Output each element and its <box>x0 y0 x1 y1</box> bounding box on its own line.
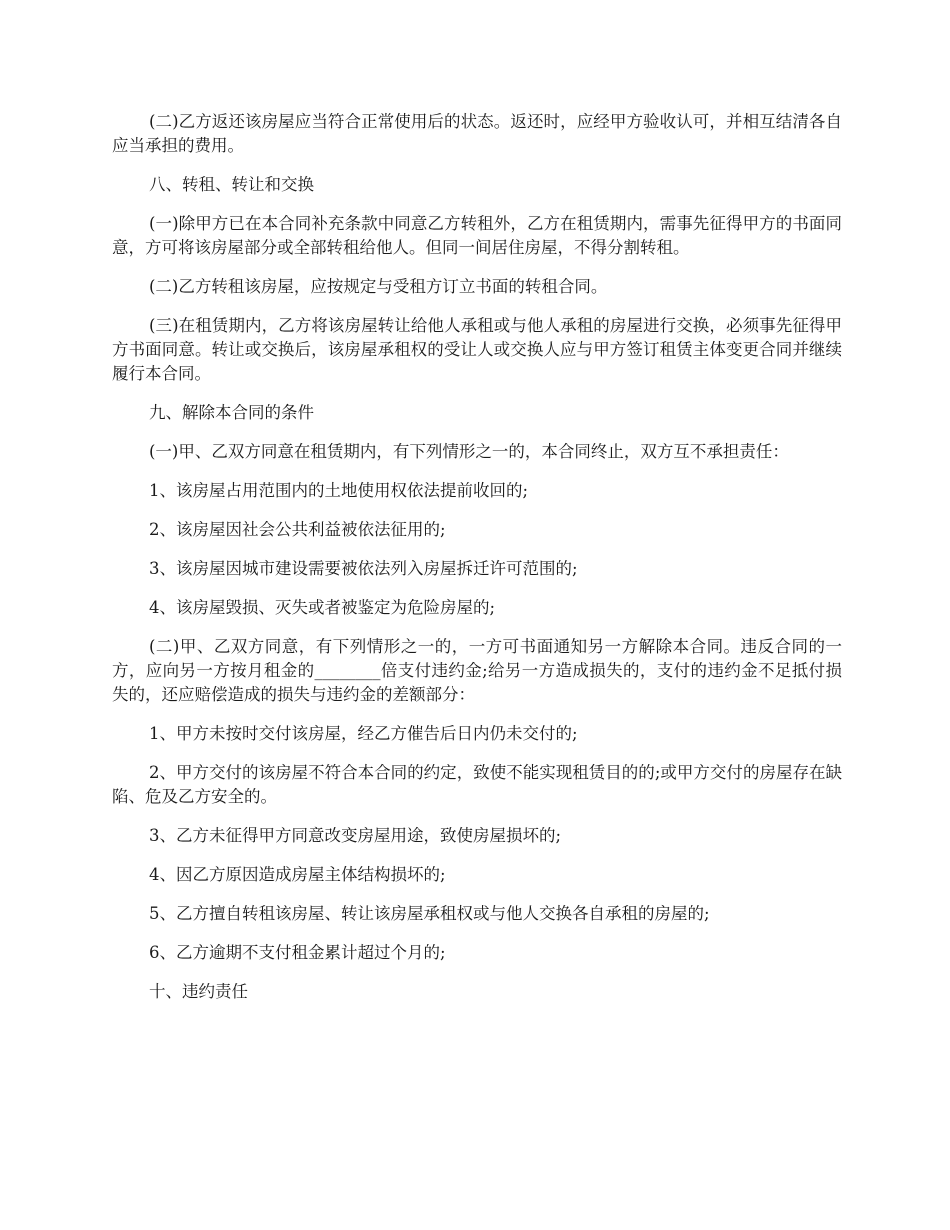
paragraph-termination-no-liability: (一)甲、乙双方同意在租赁期内，有下列情形之一的，本合同终止，双方互不承担责任： <box>149 442 789 461</box>
list-item: 1、甲方未按时交付该房屋，经乙方催告后日内仍未交付的; <box>149 724 578 743</box>
list-item: 5、乙方擅自转租该房屋、转让该房屋承租权或与他人交换各自承租的房屋的; <box>149 904 710 923</box>
list-item: 2、甲方交付的该房屋不符合本合同的约定，致使不能实现租赁目的的;或甲方交付的房屋存在缺陷、危及乙方安全的。 <box>112 763 842 806</box>
list-item: 6、乙方逾期不支付租金累计超过个月的; <box>149 943 446 962</box>
paragraph-return-condition: (二)乙方返还该房屋应当符合正常使用后的状态。返还时，应经甲方验收认可，并相互结清各自应当承担的费用。 <box>112 112 842 155</box>
list-item: 3、乙方未征得甲方同意改变房屋用途，致使房屋损坏的; <box>149 826 562 845</box>
section-heading-8: 八、转租、转让和交换 <box>149 175 314 194</box>
paragraph-sublet-consent: (一)除甲方已在本合同补充条款中同意乙方转租外，乙方在租赁期内，需事先征得甲方的书面同意，方可将该房屋部分或全部转租给他人。但同一间居住房屋，不得分割转租。 <box>112 214 842 257</box>
list-item: 3、该房屋因城市建设需要被依法列入房屋拆迁许可范围的; <box>149 559 578 578</box>
paragraph-sublet-contract: (二)乙方转租该房屋，应按规定与受租方订立书面的转租合同。 <box>149 277 608 296</box>
paragraph-transfer-exchange: (三)在租赁期内，乙方将该房屋转让给他人承租或与他人承租的房屋进行交换，必须事先征得甲方书面同意。转让或交换后，该房屋承租权的受让人或交换人应与甲方签订租赁主体变更合同并继续履行本合同。 <box>112 316 842 383</box>
list-item: 4、该房屋毁损、灭失或者被鉴定为危险房屋的; <box>149 598 496 617</box>
section-heading-10: 十、违约责任 <box>149 982 248 1001</box>
document-page <box>112 110 842 1019</box>
list-item: 2、该房屋因社会公共利益被依法征用的; <box>149 520 446 539</box>
list-item: 1、该房屋占用范围内的土地使用权依法提前收回的; <box>149 481 529 500</box>
section-heading-9: 九、解除本合同的条件 <box>149 403 314 422</box>
list-item: 4、因乙方原因造成房屋主体结构损坏的; <box>149 865 446 884</box>
paragraph-termination-notice: (二)甲、乙双方同意，有下列情形之一的，一方可书面通知另一方解除本合同。违反合同的一方，应向另一方按月租金的________倍支付违约金;给另一方造成损失的，支付的违约金不足抵付损失的，还应赔偿造成的损失与违约金的差额部分： <box>112 637 842 704</box>
